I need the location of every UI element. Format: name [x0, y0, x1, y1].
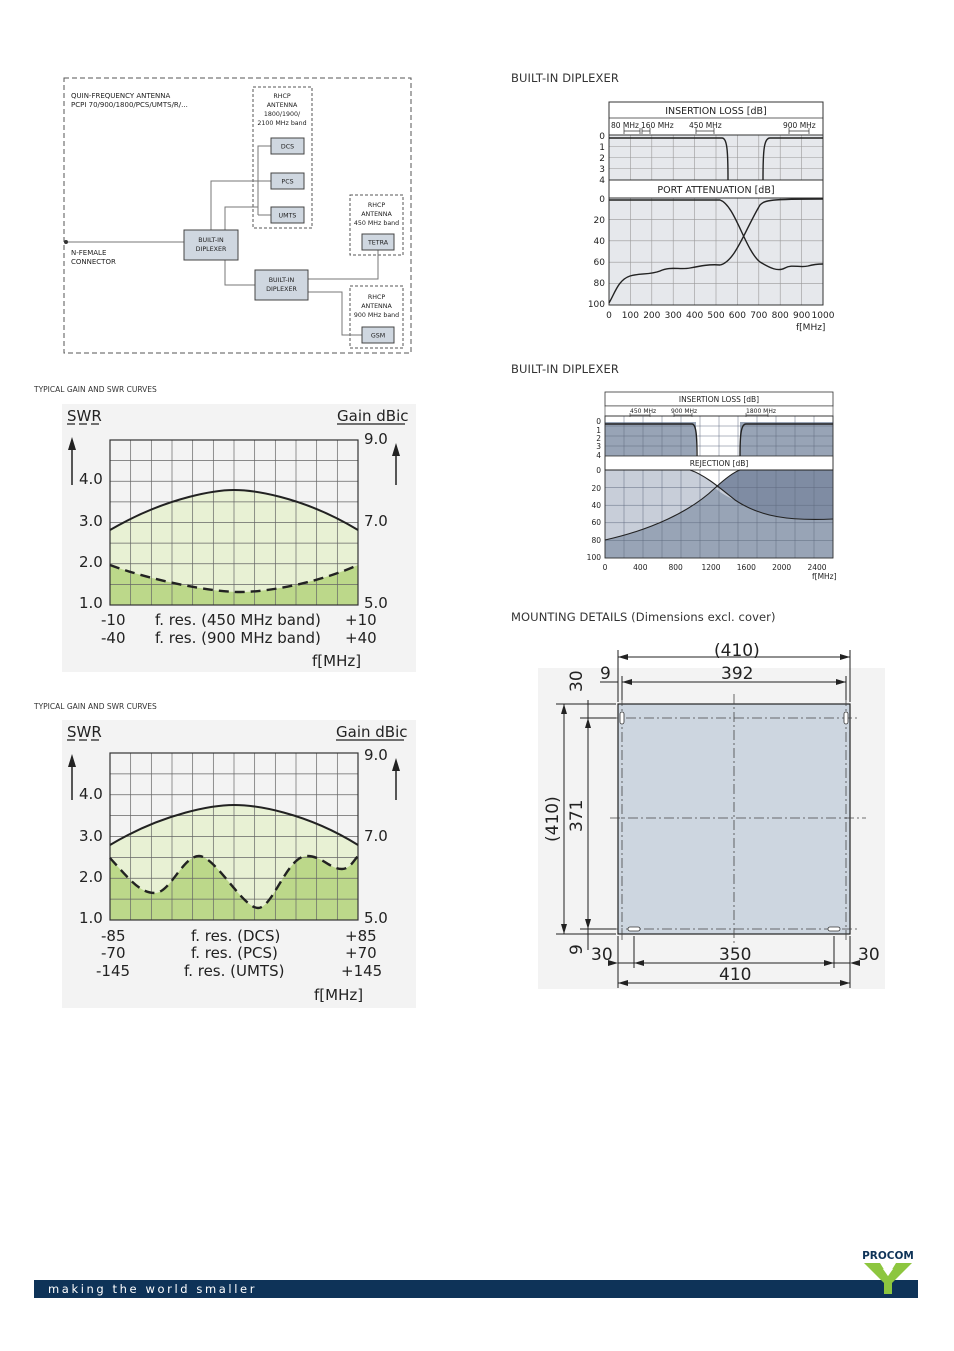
diplex2-x-tick-1: 400: [633, 563, 648, 572]
diplex1-bottom-tick-3: 60: [593, 258, 605, 268]
gain1-gain-label: Gain dBic: [337, 407, 409, 425]
diplex2-bottom-tick-1: 20: [591, 484, 601, 493]
gain1-rt-2: 5.0: [364, 594, 388, 612]
diplex1-x-tick-9: 900: [793, 311, 811, 321]
gain2-unit: f[MHz]: [314, 986, 364, 1004]
gain2-row1-right: +70: [345, 944, 377, 962]
umts-label: UMTS: [278, 212, 297, 220]
gain2-row2-mid: f. res. (UMTS): [184, 962, 285, 980]
diplex1-top-tick-0: 0: [599, 132, 605, 142]
diplex1-bottom-tick-0: 0: [599, 195, 605, 205]
diplex2-x-tick-0: 0: [602, 563, 608, 572]
mount-top-inner: 392: [721, 664, 754, 684]
diplex2-bottom-tick-0: 0: [596, 466, 601, 475]
mount-hole-br: [828, 927, 840, 931]
mounting-drawing: [536, 636, 886, 992]
gain1-row1-left: -40: [101, 629, 126, 647]
gain2-row2-left: -145: [96, 962, 131, 980]
gain2-lt-2: 2.0: [79, 868, 103, 886]
diplex1-bottom-tick-5: 100: [587, 300, 605, 310]
diplex1-bottom-tick-1: 20: [593, 216, 605, 226]
mount-bottom-total: 410: [719, 965, 752, 985]
diplex2-bottom-tick-2: 40: [591, 501, 601, 510]
rhcp-top-4: 2100 MHz band: [257, 120, 307, 127]
diplex2-bottom-tick-3: 60: [591, 518, 601, 527]
diplex2-top-tick-4: 4: [596, 451, 601, 460]
mount-left-top: 30: [567, 670, 587, 692]
gain1-rt-1: 7.0: [364, 512, 388, 530]
gain2-row1-mid: f. res. (PCS): [191, 944, 278, 962]
diplex1-top-tick-4: 4: [599, 176, 605, 186]
antenna-label-2: PCPI 70/900/1800/PCS/UMTS/R/...: [71, 101, 188, 109]
gain2-lt-3: 1.0: [79, 909, 103, 927]
diplex1-band-3: 900 MHz: [783, 121, 816, 130]
gain2-row2-right: +145: [341, 962, 383, 980]
connector-label-1: N-FEMALE: [71, 249, 107, 257]
diplex1-x-tick-0: 0: [606, 311, 612, 321]
mount-hole-tr: [844, 712, 848, 724]
gain2-row1-left: -70: [101, 944, 126, 962]
diplex2-bottom-tick-5: 100: [586, 553, 601, 562]
gain1-unit: f[MHz]: [312, 652, 362, 670]
antenna-block-diagram: [60, 74, 416, 358]
gsm-label: GSM: [370, 332, 386, 340]
diplex1-x-tick-1: 100: [621, 311, 639, 321]
diplex2-top-tick-0: 0: [596, 417, 601, 426]
gain2-row0-right: +85: [345, 927, 377, 945]
antenna-label-1: QUIN-FREQUENCY ANTENNA: [71, 92, 171, 100]
gain2-gain-label: Gain dBic: [336, 723, 408, 741]
rhcp-bot-1: RHCP: [367, 294, 386, 301]
mount-left-bottom: 9: [567, 944, 587, 955]
diplex1-chart: [585, 98, 840, 336]
gain2-rt-2: 5.0: [364, 909, 388, 927]
dcs-label: DCS: [280, 143, 295, 151]
diplex1-top-tick-1: 1: [599, 143, 605, 153]
diplexer2-label-2: DIPLEXER: [266, 286, 297, 293]
diplex2-band-1: 900 MHz: [671, 408, 698, 415]
diplex2-x-tick-5: 2000: [772, 563, 792, 572]
diplex1-unit: f[MHz]: [796, 323, 826, 333]
mount-top-outer: (410): [714, 641, 760, 661]
diplex2-band-0: 450 MHz: [630, 408, 657, 415]
gain1-chart: [60, 400, 420, 675]
diplex1-x-tick-5: 500: [707, 311, 725, 321]
gain2-rt-0: 9.0: [364, 746, 388, 764]
diplexer1-label-1: BUILT-IN: [198, 237, 224, 244]
diplex1-x-tick-2: 200: [643, 311, 661, 321]
diplex1-section-title: BUILT-IN DIPLEXER: [511, 71, 619, 85]
gain1-section-title: TYPICAL GAIN AND SWR CURVES: [34, 385, 157, 394]
diplex2-unit: f[MHz]: [812, 572, 837, 581]
rhcp-top-2: ANTENNA: [266, 102, 298, 109]
mounting-section-title: MOUNTING DETAILS (Dimensions excl. cover): [511, 610, 776, 624]
mount-bottom-right: 30: [858, 945, 880, 965]
diplex1-x-tick-8: 800: [771, 311, 789, 321]
diplex1-top-tick-2: 2: [599, 154, 605, 164]
diplex1-x-tick-10: 1000: [811, 311, 835, 321]
gain2-row0-left: -85: [101, 927, 126, 945]
gain1-row0-left: -10: [101, 611, 126, 629]
diplex2-x-tick-2: 800: [668, 563, 683, 572]
gain2-section-title: TYPICAL GAIN AND SWR CURVES: [34, 702, 157, 711]
rhcp-mid-3: 450 MHz band: [353, 220, 400, 227]
diplex2-top-tick-2: 2: [596, 434, 601, 443]
mount-hole-bl: [628, 927, 640, 931]
diplex2-chart: [585, 388, 840, 584]
connector-dot: [64, 240, 68, 244]
diplex2-top-tick-1: 1: [596, 426, 601, 435]
connector-label-2: CONNECTOR: [71, 258, 116, 266]
diplexer2-label-1: BUILT-IN: [268, 277, 295, 284]
footer-tagline: making the world smaller: [48, 1282, 258, 1296]
diplex1-band-1: 160 MHz: [641, 121, 674, 130]
gain2-swr-label: SWR: [67, 723, 102, 741]
gain2-rt-1: 7.0: [364, 827, 388, 845]
mount-hole-tl: [620, 712, 624, 724]
mount-left-outer: (410): [543, 796, 563, 842]
gain2-row0-mid: f. res. (DCS): [191, 927, 281, 945]
diplex2-band-2: 1800 MHz: [746, 408, 777, 415]
rhcp-top-1: RHCP: [273, 93, 291, 100]
diplex1-band-0: 80 MHz: [611, 121, 639, 130]
gain1-rt-0: 9.0: [364, 430, 388, 448]
gain1-row0-right: +10: [345, 611, 377, 629]
diplex1-bottom-tick-2: 40: [593, 237, 605, 247]
procom-brand-text: PROCOM: [862, 1250, 914, 1262]
diplex1-bottom-tick-4: 80: [593, 279, 605, 289]
diplex2-top-title: INSERTION LOSS [dB]: [678, 395, 760, 404]
pcs-label: PCS: [281, 178, 294, 186]
diplex2-x-tick-6: 2400: [807, 563, 827, 572]
rhcp-bot-3: 900 MHz band: [353, 312, 400, 319]
gain2-chart: [60, 716, 420, 1010]
diplex2-x-tick-4: 1600: [736, 563, 756, 572]
diplex1-bottom-title: PORT ATTENUATION [dB]: [657, 185, 775, 196]
gain1-lt-3: 1.0: [79, 594, 103, 612]
diplex1-x-tick-7: 700: [750, 311, 768, 321]
procom-logo: [858, 1246, 918, 1298]
gain1-row1-right: +40: [345, 629, 377, 647]
gain2-lt-1: 3.0: [79, 827, 103, 845]
diplex2-section-title: BUILT-IN DIPLEXER: [511, 362, 619, 376]
gain1-lt-0: 4.0: [79, 470, 103, 488]
gain2-lt-0: 4.0: [79, 785, 103, 803]
diplexer1-label-2: DIPLEXER: [195, 246, 227, 253]
mount-bottom-left: 30: [591, 945, 613, 965]
rhcp-mid-2: ANTENNA: [361, 211, 392, 218]
gain1-swr-label: SWR: [67, 407, 102, 425]
diplex1-top-title: INSERTION LOSS [dB]: [665, 106, 767, 117]
mount-hole-offset: 9: [600, 664, 611, 684]
gain1-row0-mid: f. res. (450 MHz band): [155, 611, 321, 629]
mount-left-inner: 371: [567, 799, 587, 832]
diplex1-x-tick-3: 300: [664, 311, 682, 321]
diplex1-x-tick-6: 600: [728, 311, 746, 321]
gain1-lt-1: 3.0: [79, 512, 103, 530]
gain1-lt-2: 2.0: [79, 553, 103, 571]
diplex1-top-tick-3: 3: [599, 165, 605, 175]
diplexer2-box: [255, 270, 308, 300]
diplex1-x-tick-4: 400: [686, 311, 704, 321]
diplex2-x-tick-3: 1200: [701, 563, 721, 572]
mount-bottom-mid: 350: [719, 945, 752, 965]
diplex2-top-tick-3: 3: [596, 442, 601, 451]
rhcp-mid-1: RHCP: [367, 202, 386, 209]
diplexer1-box: [184, 230, 238, 260]
gain1-row1-mid: f. res. (900 MHz band): [155, 629, 321, 647]
diplex1-band-2: 450 MHz: [689, 121, 722, 130]
rhcp-bot-2: ANTENNA: [361, 303, 392, 310]
rhcp-top-3: 1800/1900/: [263, 111, 301, 118]
diplex2-bottom-tick-4: 80: [591, 536, 601, 545]
procom-mark-icon: [864, 1263, 912, 1294]
tetra-label: TETRA: [367, 239, 389, 247]
diplex2-bottom-title: REJECTION [dB]: [689, 459, 749, 468]
